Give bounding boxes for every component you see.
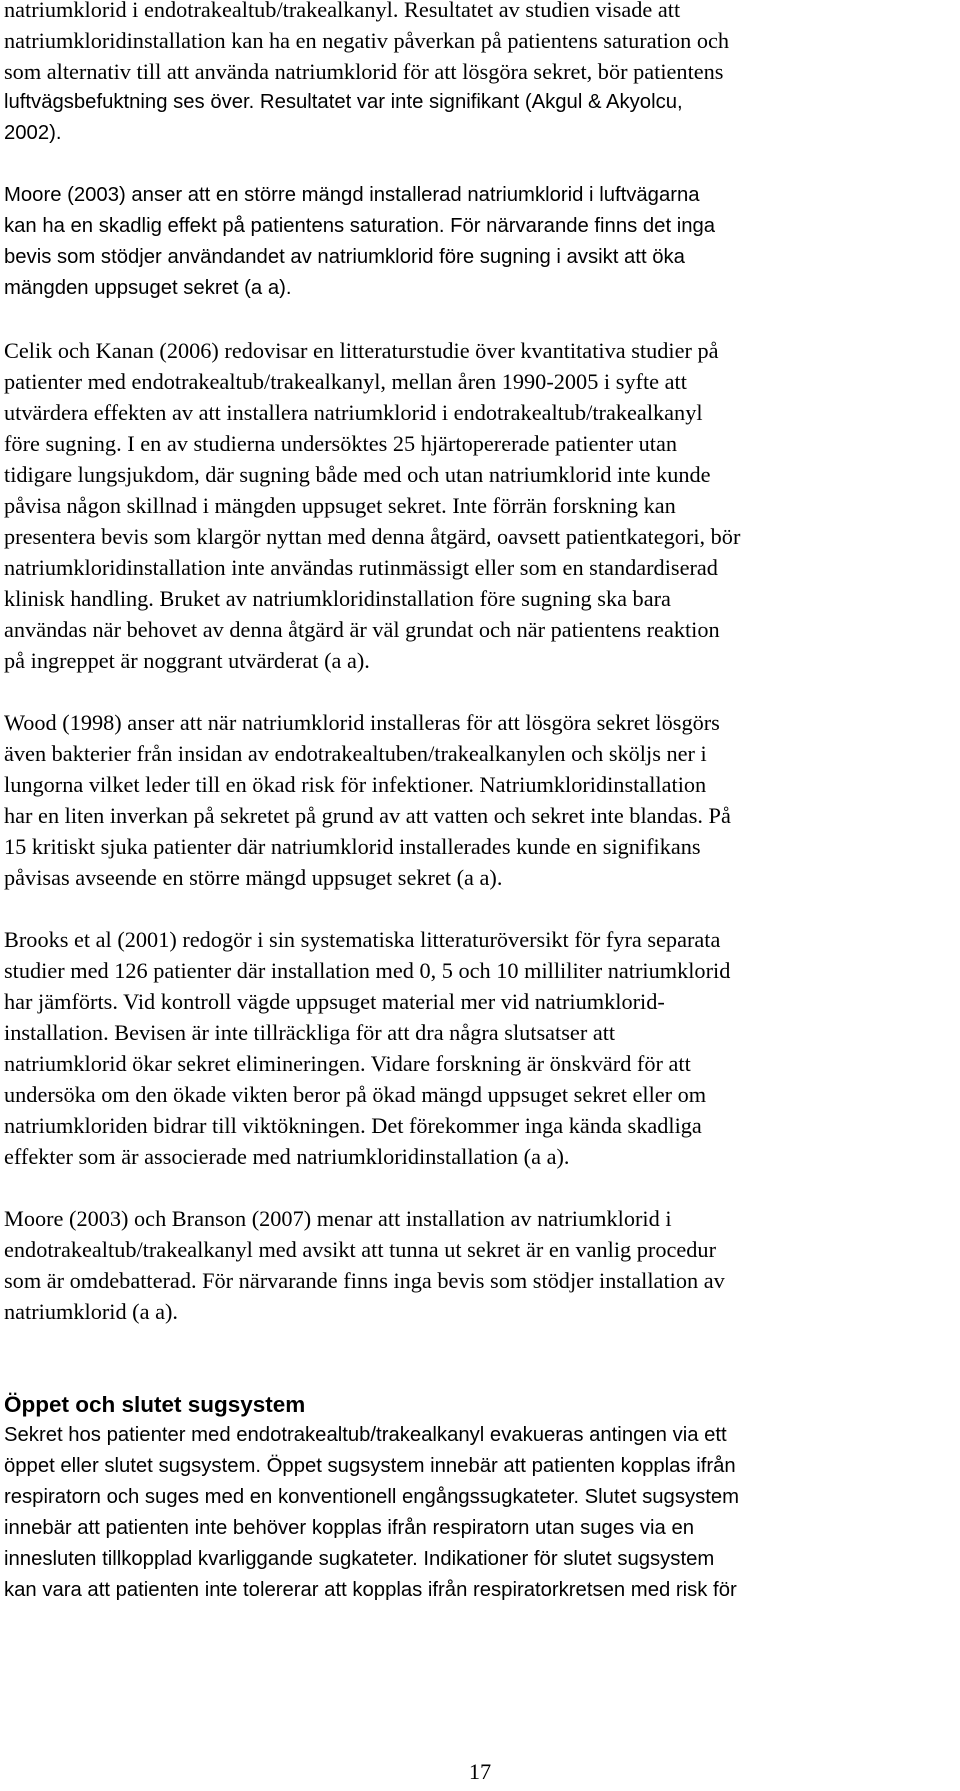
text-line: innesluten tillkopplad kvarliggande sugkateter. Indikationer för slutet sugsystem — [4, 1548, 715, 1570]
text-line: påvisas avseende en större mängd uppsuget sekret (a a). — [4, 865, 503, 890]
paragraph-brooks-2001 — [4, 924, 954, 1172]
text-line: 2002). — [4, 122, 62, 144]
text-line: natriumkloriden bidrar till viktökningen. Det förekommer inga kända skadliga — [4, 1113, 702, 1138]
text-line: användas när behovet av denna åtgärd är väl grundat och när patientens reaktion — [4, 617, 720, 642]
text-line: Celik och Kanan (2006) redovisar en litteraturstudie över kvantitativa studier på — [4, 338, 719, 363]
text-line: innebär att patienten inte behöver kopplas ifrån respiratorn utan suges via en — [4, 1517, 695, 1539]
section-heading: Öppet och slutet sugsystem — [4, 1392, 306, 1417]
text-line: påvisa någon skillnad i mängden uppsuget sekret. Inte förrän forskning kan — [4, 493, 676, 518]
paragraph-moore-branson — [4, 1203, 954, 1327]
text-line: kan ha en skadlig effekt på patientens saturation. För närvarande finns det inga — [4, 215, 716, 237]
text-line: på ingreppet är noggrant utvärderat (a a). — [4, 648, 370, 673]
text-line: studier med 126 patienter där installation med 0, 5 och 10 milliliter natriumklorid — [4, 958, 731, 983]
text-line: Brooks et al (2001) redogör i sin systematiska litteraturöversikt för fyra separata — [4, 927, 721, 952]
paragraph-intro — [4, 0, 954, 149]
text-line: Wood (1998) anser att när natriumklorid installeras för att lösgöra sekret lösgörs — [4, 710, 720, 735]
text-line: tidigare lungsjukdom, där sugning både med och utan natriumklorid inte kunde — [4, 462, 711, 487]
text-line: bevis som stödjer användandet av natriumklorid före sugning i avsikt att öka — [4, 246, 685, 268]
text-line: före sugning. I en av studierna undersöktes 25 hjärtopererade patienter utan — [4, 431, 678, 456]
text-line: öppet eller slutet sugsystem. Öppet sugsystem innebär att patienten kopplas ifrån — [4, 1455, 736, 1477]
text-line: endotrakealtub/trakealkanyl med avsikt att tunna ut sekret är en vanlig procedur — [4, 1237, 716, 1262]
text-line: som alternativ till att använda natriumklorid för att lösgöra sekret, bör patientens — [4, 59, 724, 84]
text-line: installation. Bevisen är inte tillräckliga för att dra några slutsatser att — [4, 1020, 616, 1045]
text-line: natriumklorid ökar sekret elimineringen. Vidare forskning är önskvärd för att — [4, 1051, 691, 1076]
text-line: luftvägsbefuktning ses över. Resultatet var inte signifikant (Akgul & Akyolcu, — [4, 91, 683, 113]
text-line: som är omdebatterad. För närvarande finns inga bevis som stödjer installation av — [4, 1268, 725, 1293]
text-line: klinisk handling. Bruket av natriumkloridinstallation före sugning ska bara — [4, 586, 671, 611]
text-line: effekter som är associerade med natriumkloridinstallation (a a). — [4, 1144, 570, 1169]
text-line: 15 kritiskt sjuka patienter där natriumklorid installerades kunde en signifikans — [4, 834, 701, 859]
text-line: respiratorn och suges med en konventionell engångssugkateter. Slutet sugsystem — [4, 1486, 740, 1508]
text-line: patienter med endotrakealtub/trakealkanyl, mellan åren 1990-2005 i syfte att — [4, 369, 687, 394]
paragraph-suction-systems — [4, 1420, 954, 1606]
text-line: undersöka om den ökade vikten beror på ökad mängd uppsuget sekret eller om — [4, 1082, 707, 1107]
paragraph-wood-1998 — [4, 707, 954, 893]
text-line: Moore (2003) anser att en större mängd installerad natriumklorid i luftvägarna — [4, 184, 700, 206]
text-line: natriumkloridinstallation kan ha en negativ påverkan på patientens saturation och — [4, 28, 730, 53]
text-line: natriumklorid i endotrakealtub/trakealkanyl. Resultatet av studien visade att — [4, 0, 681, 22]
text-line: har en liten inverkan på sekretet på grund av att vatten och sekret inte blandas. På — [4, 803, 731, 828]
text-line: kan vara att patienten inte tolererar att kopplas ifrån respiratorkretsen med risk för — [4, 1579, 737, 1601]
text-line: Moore (2003) och Branson (2007) menar att installation av natriumklorid i — [4, 1206, 672, 1231]
text-line: utvärdera effekten av att installera natriumklorid i endotrakealtub/trakealkanyl — [4, 400, 703, 425]
text-line: även bakterier från insidan av endotrakealtuben/trakealkanylen och sköljs ner i — [4, 741, 707, 766]
paragraph-moore-2003 — [4, 180, 954, 304]
text-line: har jämförts. Vid kontroll vägde uppsuget material mer vid natriumklorid- — [4, 989, 665, 1014]
text-line: natriumklorid (a a). — [4, 1299, 178, 1324]
text-line: Sekret hos patienter med endotrakealtub/trakealkanyl evakueras antingen via ett — [4, 1424, 727, 1446]
text-line: presentera bevis som klargör nyttan med denna åtgärd, oavsett patientkategori, bör — [4, 524, 741, 549]
page-number: 17 — [468, 1759, 492, 1784]
paragraph-celik-kanan — [4, 335, 954, 676]
text-line: mängden uppsuget sekret (a a). — [4, 277, 292, 299]
text-line: natriumkloridinstallation inte användas rutinmässigt eller som en standardiserad — [4, 555, 718, 580]
document-page — [4, 0, 954, 1637]
text-line: lungorna vilket leder till en ökad risk för infektioner. Natriumkloridinstallation — [4, 772, 707, 797]
